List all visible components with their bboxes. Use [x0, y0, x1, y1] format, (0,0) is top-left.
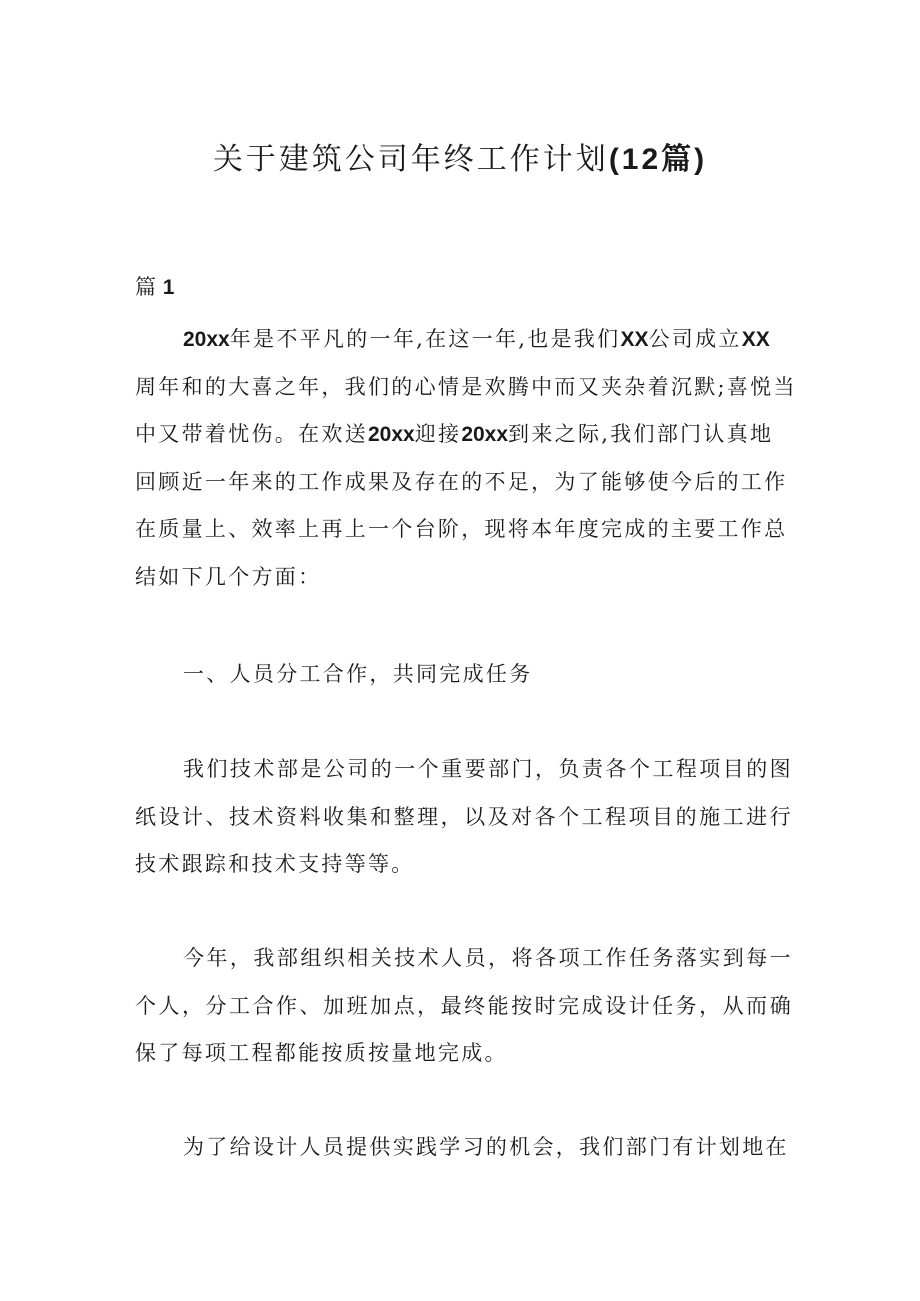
paragraph-task-assignment: 今年，我部组织相关技术人员，将各项工作任务落实到每一个人，分工合作、加班加点，最终能按时完成设计任务，从而确保了每项工程都能按质按量地完成。 [135, 946, 793, 1065]
intro-line [135, 364, 797, 412]
intro-line [135, 316, 793, 364]
intro-paragraph [135, 316, 797, 601]
intro-line [135, 459, 793, 507]
intro-text-run: 迎接 [414, 422, 462, 446]
intro-text-run: 中又带着忧伤。在欢送 [135, 422, 368, 446]
intro-line [135, 554, 793, 602]
intro-text-run: 年是不平凡的一年,在这一年,也是我们 [229, 327, 621, 351]
intro-text-run: 到来之际,我们部门认真地 [508, 422, 774, 446]
intro-latin-run: XX [741, 328, 770, 351]
section-label-number: 1 [162, 276, 175, 299]
section-label-prefix: 篇 [135, 275, 156, 299]
intro-latin-run: 20xx [461, 423, 509, 446]
intro-text-run: 回顾近一年来的工作成果及存在的不足，为了能够使今后的工作 [135, 469, 788, 494]
intro-latin-run: 20xx [368, 423, 415, 446]
intro-text-run: 结如下几个方面： [135, 564, 322, 589]
intro-text-run: 公司成立 [648, 327, 742, 351]
document-title-suffix: (12篇) [608, 143, 708, 176]
intro-line [135, 506, 793, 554]
intro-latin-run: XX [620, 328, 649, 351]
paragraph-technical-department: 我们技术部是公司的一个重要部门，负责各个工程项目的图纸设计、技术资料收集和整理，以及对各个工程项目的施工进行技术跟踪和技术支持等等。 [135, 757, 793, 876]
intro-text-run: 在质量上、效率上再上一个台阶，现将本年度完成的主要工作总 [135, 517, 788, 541]
intro-text-run: 周年和的大喜之年，我们的心情是欢腾中而又夹杂着沉默;喜悦当 [135, 374, 797, 399]
intro-line [135, 411, 793, 459]
document-title-main: 关于建筑公司年终工作计划 [212, 142, 609, 177]
paragraph-practice-opportunity: 为了给设计人员提供实践学习的机会，我们部门有计划地在 [183, 1135, 789, 1159]
section-label [135, 271, 174, 304]
section-heading-1: 一、人员分工合作，共同完成任务 [183, 662, 533, 686]
document-title [0, 138, 920, 182]
intro-latin-run: 20xx [183, 328, 230, 351]
